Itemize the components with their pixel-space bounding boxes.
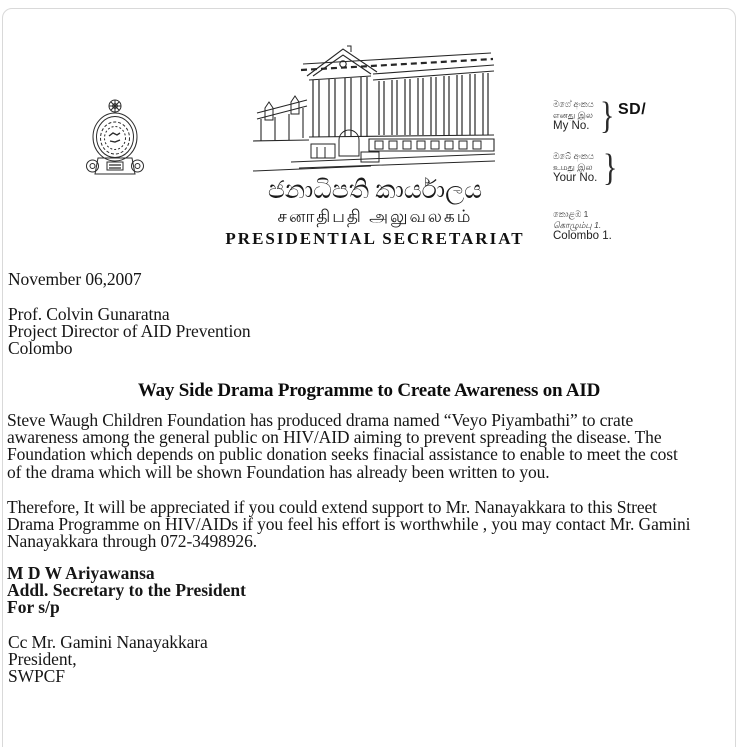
- paragraph-line: Drama Programme on HIV/AIDs if you feel his effort is worthwhile , you may contact Mr. Gamini: [7, 514, 691, 535]
- cc-org: SWPCF: [8, 666, 65, 686]
- your-no-brace: }: [603, 147, 618, 189]
- my-no-english: My No.: [553, 120, 590, 132]
- subject-line: Way Side Drama Programme to Create Awareness on AID: [137, 380, 601, 401]
- my-no-brace: }: [599, 95, 615, 137]
- my-no-value: SD/: [618, 101, 647, 118]
- signature-block: [7, 565, 246, 616]
- address-tamil: கொழும்பு 1.: [553, 219, 602, 230]
- org-name-tamil: சனாதிபதி அலுவலகம்: [277, 207, 473, 226]
- recipient-title: Project Director of AID Prevention: [8, 321, 251, 341]
- paragraph-line: Therefore, It will be appreciated if you could extend support to Mr. Nanayakkara to this Street: [7, 497, 657, 517]
- my-no-labels: [553, 99, 594, 133]
- paragraph-line: Steve Waugh Children Foundation has produced drama named “Veyo Piyambathi” to crate: [7, 410, 634, 430]
- cc-title: President,: [8, 649, 77, 669]
- your-no-block: [553, 147, 620, 189]
- address-english: Colombo 1.: [553, 230, 612, 242]
- your-no-tamil: உமது இல: [553, 161, 593, 172]
- address-block: [553, 209, 612, 243]
- paragraph-1: [7, 412, 678, 481]
- my-no-tamil: எனது இல: [553, 109, 593, 120]
- signer-title: Addl. Secretary to the President: [7, 580, 246, 600]
- cc-name: Cc Mr. Gamini Nanayakkara: [8, 632, 208, 652]
- your-no-labels: [553, 151, 597, 185]
- recipient-block: [8, 306, 251, 357]
- your-no-english: Your No.: [553, 172, 598, 184]
- sri-lanka-emblem-image: [84, 96, 146, 184]
- address-sinhala: කොළඹ 1: [553, 209, 589, 219]
- paragraph-2: [7, 499, 690, 551]
- paragraph-line: of the drama which will be shown Foundation has already been written to you.: [7, 461, 550, 482]
- paragraph-line: Nanayakkara through 072-3498926.: [7, 531, 257, 552]
- recipient-name: Prof. Colvin Gunaratna: [8, 304, 170, 324]
- secretariat-building-image: [251, 40, 499, 176]
- letter-date: November 06,2007: [8, 269, 142, 289]
- my-no-block: [553, 95, 647, 137]
- paragraph-line: awareness among the general public on HIV/AID aiming to prevent spreading the disease. The: [7, 427, 662, 448]
- my-no-sinhala: මගේ අංකය: [553, 99, 594, 109]
- recipient-city: Colombo: [8, 338, 73, 358]
- paragraph-line: Foundation which depends on public donation seeks finacial assistance to enable to meet the cost: [7, 444, 678, 465]
- signer-name: M D W Ariyawansa: [7, 563, 155, 583]
- signer-for: For s/p: [7, 597, 60, 617]
- org-name-sinhala: ජනාධිපති කාර්යාලය: [267, 177, 483, 204]
- your-no-sinhala: ඔබේ අංකය: [553, 151, 594, 161]
- org-name-english: PRESIDENTIAL SECRETARIAT: [225, 229, 525, 248]
- cc-block: [8, 634, 208, 685]
